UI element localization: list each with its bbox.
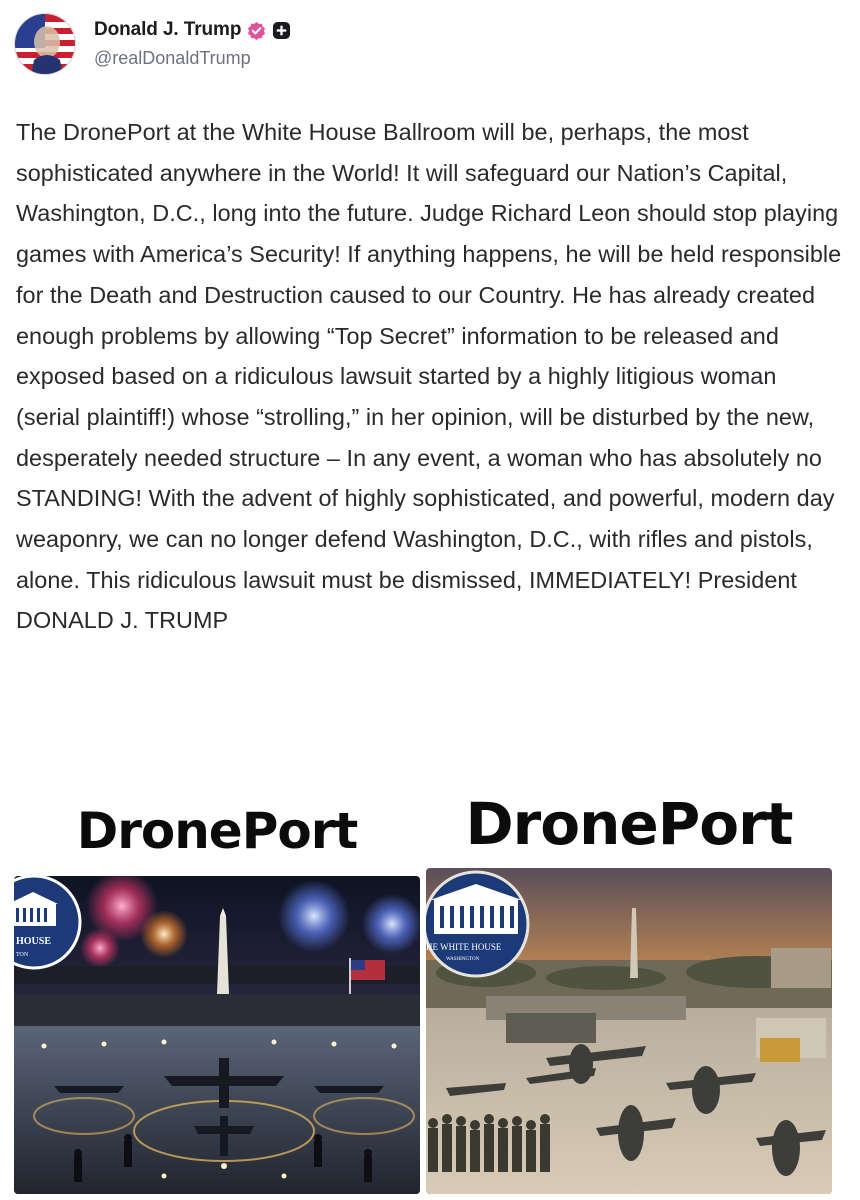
username-handle[interactable]: @realDonaldTrump (94, 48, 251, 68)
seal-subtext: TON (16, 952, 29, 958)
post-body-text: The DronePort at the White House Ballroom will be, perhaps, the most sophisticated anywhere in the World! It will safeguard our Nation’s Capital, Washington, D.C., long into the future. Judge Richard Leon should stop playing games with America’s Security! If anything happens, he will be held responsible for the Death and Destruction caused to our Country. He has already created enough problems by allowing “Top Secret” information to be released and exposed based on a ridiculous lawsuit started by a highly litigious woman (serial plaintiff!) whose “strolling,” in her opinion, will be disturbed by the new, desperately needed structure – In any event, a woman who has absolutely no STANDING! With the advent of highly sophisticated, and powerful, modern day weaponry, we can no longer defend Washington, D.C., with rifles and pistols, alone. This ridiculous lawsuit must be dismissed, IMMEDIATELY! President DONALD J. TRUMP (16, 119, 842, 634)
seal-subtext: WASHINGTON (446, 957, 480, 962)
post-media (14, 788, 832, 1198)
dronport-sunset-image[interactable] (426, 868, 832, 1194)
post-header (14, 12, 291, 76)
display-name[interactable]: Donald J. Trump (94, 19, 242, 40)
plus-badge-icon (272, 21, 291, 40)
seal-text: HOUSE (16, 936, 52, 947)
verified-badge-icon (247, 21, 266, 40)
avatar[interactable] (14, 13, 76, 75)
dronport-night-image[interactable] (14, 876, 420, 1194)
image-caption: DronePort (465, 790, 793, 858)
image-caption: DronePort (76, 802, 358, 860)
seal-text: HE WHITE HOUSE (426, 942, 502, 952)
